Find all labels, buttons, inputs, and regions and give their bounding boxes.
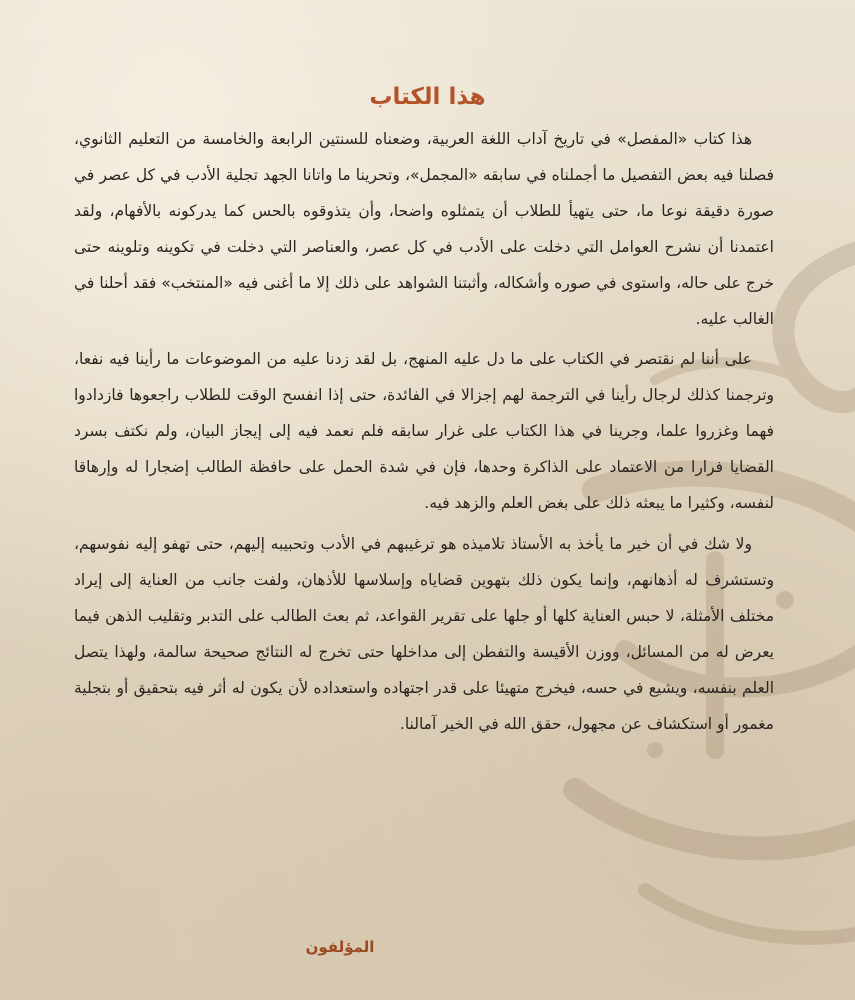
paragraph-2: على أننا لم نقتصر في الكتاب على ما دل عليه المنهج، بل لقد زدنا عليه من الموضوعات ما رأينا فيه نفعا، وترجمنا كذلك لرجال رأينا في الترجمة لهم إجزالا في الفائدة، حتى إذا انفسح الوقت للطلاب راجعوها فازدادوا فهما وغزروا علما، وجرينا في هذا الكتاب على غرار سابقه فلم نعمد فيه إلى إيجاز البيان، ولم نكتف بسرد القضايا فرارا من الاعتماد على الذاكرة وحدها، فإن في شدة الحمل على حافظة الطالب إضجارا له وإرهاقا لنفسه، وكثيرا ما يبعثه ذلك على بغض العلم والزهد فيه. <box>74 350 774 513</box>
page-title: هذا الكتاب <box>369 84 486 110</box>
paragraph-3: ولا شك في أن خير ما يأخذ به الأستاذ تلاميذه هو ترغيبهم في الأدب وتحبيبه إليهم، حتى تهفو إليه نفوسهم، وتستشرف له أذهانهم، وإنما يكون ذلك بتهوين قضاياه وإسلاسها للأذهان، ولفت جانب من العناية إلى إيراد مختلف الأمثلة، لا حبس العناية كلها أو جلها على تقرير القواعد، ثم بعث الطالب على التدبر وتقليب الذهن فيما يعرض له من المسائل، ووزن الأقيسة والتفطن إلى مداخلها حتى تخرج له النتائج صحيحة سالمة، ولهذا يتصل العلم بنفسه، ويشيع في حسه، فيخرج متهيئا على قدر اجتهاده واستعداده لأن يكون له أثر فيه بتحقيق أو بتجلية مغمور أو استكشاف عن مجهول، حقق الله في الخير آمالنا. <box>74 534 774 733</box>
authors-signature: المؤلفون <box>305 938 375 956</box>
body-text <box>74 122 774 742</box>
paragraph-1: هذا كتاب «المفصل» في تاريخ آداب اللغة العربية، وضعناه للسنتين الرابعة والخامسة من التعليم الثانوي، فصلنا فيه بعض التفصيل ما أجملناه في سابقه «المجمل»، وتحرينا ما واتانا الجهد تجلية الأدب في كل عصر في صورة دقيقة نوعا ما، حتى يتهيأ للطلاب أن يتمثلوه واضحا، وأن يتذوقوه بالحس كما يدركونه بالأفهام، ولقد اعتمدنا أن نشرح العوامل التي دخلت على الأدب في كل عصر، والعناصر التي دخلت في تكوينه وتلوينه حتى خرج على حاله، واستوى في صوره وأشكاله، وأثبتنا الشواهد على ذلك إلا ما أغنى فيه «المنتخب» فقد أحلنا في الغالب عليه. <box>74 130 774 328</box>
